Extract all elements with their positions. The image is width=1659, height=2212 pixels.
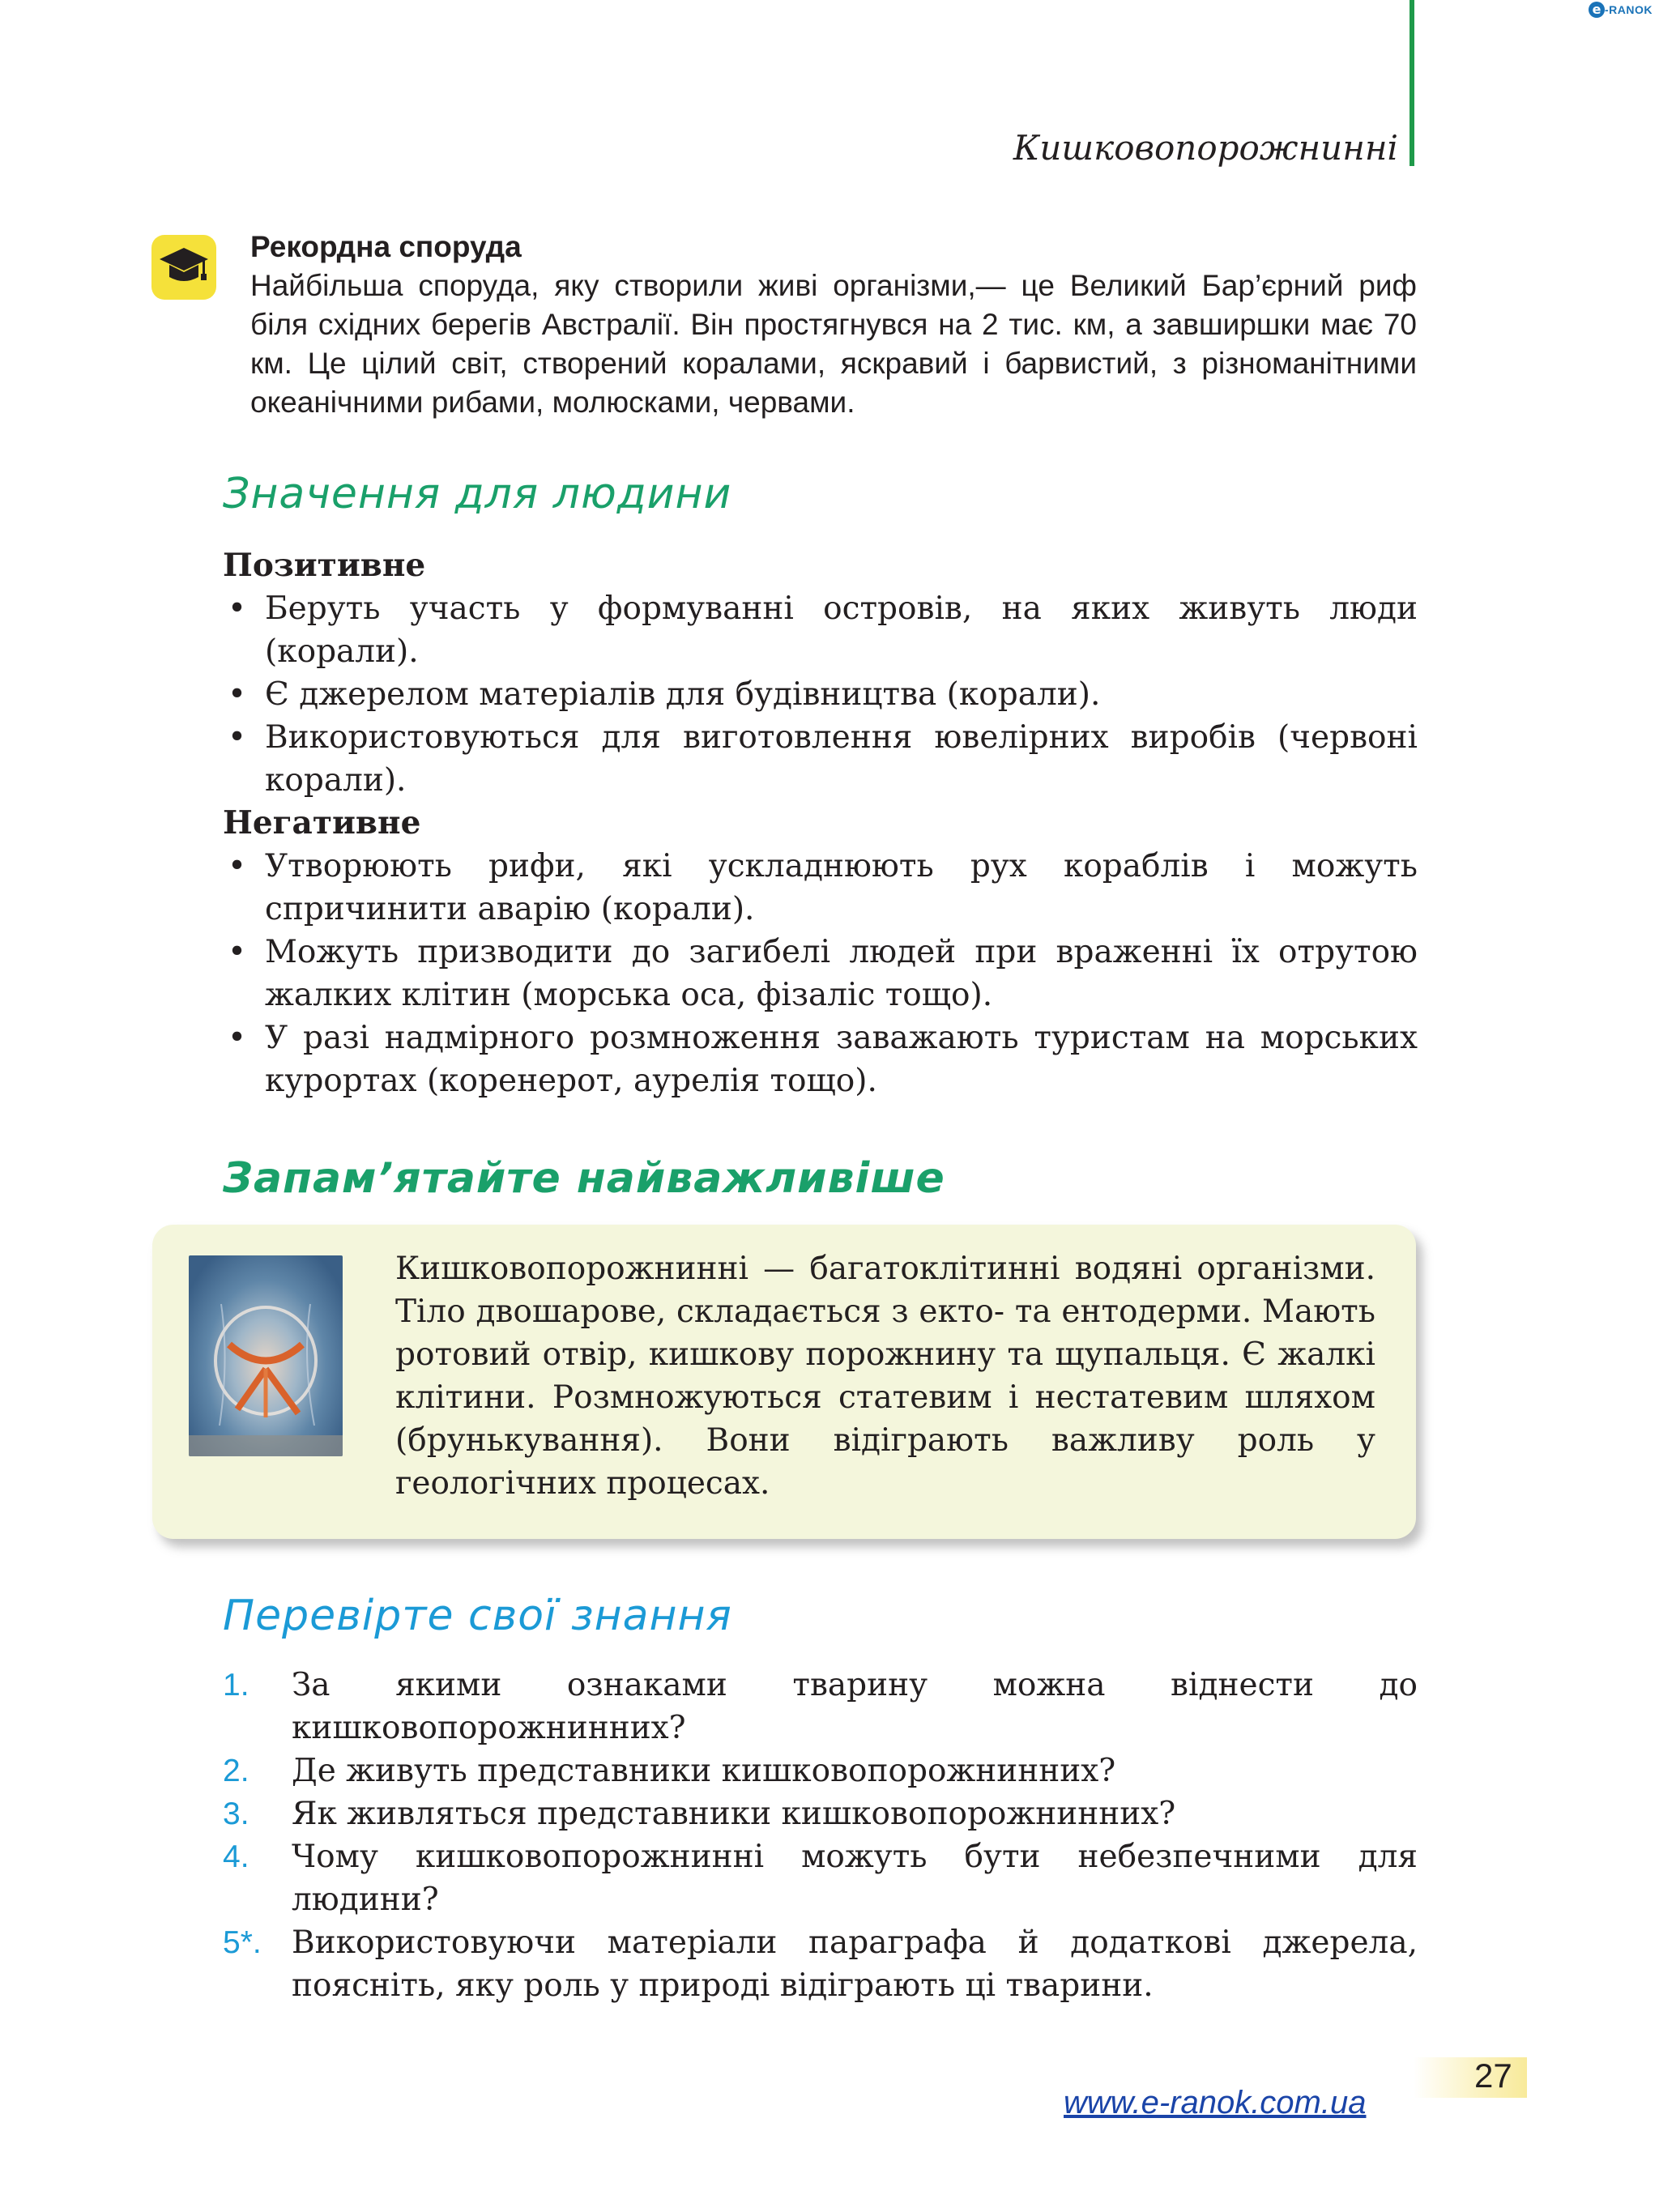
running-head: Кишковопорожнинні	[1013, 128, 1398, 168]
question-number: 2.	[223, 1754, 249, 1788]
bullet: •	[228, 848, 247, 884]
jellyfish-photo	[189, 1255, 343, 1456]
bullet: •	[228, 1020, 247, 1056]
question-number: 3.	[223, 1796, 249, 1831]
list-item	[223, 845, 1418, 931]
list-item	[223, 716, 1418, 802]
section-heading-value: Значення для людини	[223, 470, 732, 518]
question-item	[223, 1835, 1418, 1921]
header-divider	[1410, 0, 1414, 166]
page-number: 27	[1474, 2056, 1512, 2095]
question-item	[223, 1664, 1418, 1750]
negative-list	[223, 845, 1418, 1102]
bullet: •	[228, 719, 247, 756]
summary-box	[152, 1225, 1416, 1539]
questions-section	[223, 1664, 1418, 2007]
bullet: •	[228, 590, 247, 627]
logo-text: -RANOK	[1605, 3, 1653, 16]
question-text: Чому кишковопорожнинні можуть бути небезпечними для людини?	[292, 1839, 1418, 1918]
question-number: 4.	[223, 1839, 249, 1874]
fact-box	[250, 228, 1417, 422]
list-item-text: Використовуються для виготовлення ювелірних виробів (червоні корали).	[265, 719, 1418, 799]
list-item-text: Утворюють рифи, які ускладнюють рух кораблів і можуть спричинити аварію (корали).	[265, 848, 1418, 927]
list-item-text: У разі надмірного розмноження заважають туристам на морських курортах (коренерот, аурелія тощо).	[265, 1020, 1418, 1099]
value-section	[223, 544, 1418, 1102]
bullet: •	[228, 934, 247, 970]
bullet: •	[228, 676, 247, 713]
publisher-logo	[1584, 0, 1659, 23]
summary-text: Кишковопорожнинні — багатоклітинні водяні організми. Тіло двошарове, складається з екто- та ентодерми. Мають ротовий отвір, кишкову порожнину та щупальця. Є жалкі клітини. Розмножуються статевим і нестатевим шляхом (брунькування). Вони відіграють важливу роль у геологічних процесах.	[395, 1251, 1375, 1502]
section-heading-check: Перевірте свої знання	[223, 1592, 732, 1640]
list-item	[223, 1016, 1418, 1102]
question-number: 5*.	[223, 1925, 262, 1960]
question-item	[223, 1750, 1418, 1792]
question-number: 1.	[223, 1668, 249, 1703]
list-item	[223, 673, 1418, 716]
question-text: Де живуть представники кишковопорожнинних?	[292, 1753, 1116, 1789]
question-item	[223, 1921, 1418, 2007]
list-item-text: Можуть призводити до загибелі людей при враженні їх отрутою жалких клітин (морська оса, фізаліс тощо).	[265, 934, 1418, 1013]
graduation-cap-icon	[151, 235, 216, 300]
negative-label: Негативне	[223, 804, 421, 842]
section-heading-remember: Запам’ятайте найважливіше	[223, 1154, 945, 1203]
list-item-text: Є джерелом матеріалів для будівництва (корали).	[265, 676, 1101, 713]
list-item	[223, 931, 1418, 1016]
questions-list	[223, 1664, 1418, 2007]
question-text: За якими ознаками тварину можна віднести до кишковопорожнинних?	[292, 1667, 1418, 1746]
list-item	[223, 587, 1418, 673]
positive-list	[223, 587, 1418, 802]
logo-mark: e	[1589, 2, 1605, 18]
question-item	[223, 1792, 1418, 1835]
positive-label: Позитивне	[223, 547, 426, 584]
question-text: Як живляться представники кишковопорожнинних?	[292, 1796, 1176, 1832]
website-link[interactable]: www.e-ranok.com.ua	[1064, 2085, 1367, 2120]
fact-title: Рекордна споруда	[250, 230, 522, 263]
question-text: Використовуючи матеріали параграфа й додаткові джерела, поясніть, яку роль у природі відіграють ці тварини.	[292, 1924, 1418, 2004]
fact-text: Найбільша споруда, яку створили живі організми,— це Великий Бар’єрний риф біля східних берегів Австралії. Він простягнувся на 2 тис. км, а завширшки має 70 км. Це цілий світ, створений коралами, яскравий і барвистий, з різноманітними океанічними рибами, молюсками, червами.	[250, 269, 1417, 419]
list-item-text: Беруть участь у формуванні островів, на яких живуть люди (корали).	[265, 590, 1418, 670]
